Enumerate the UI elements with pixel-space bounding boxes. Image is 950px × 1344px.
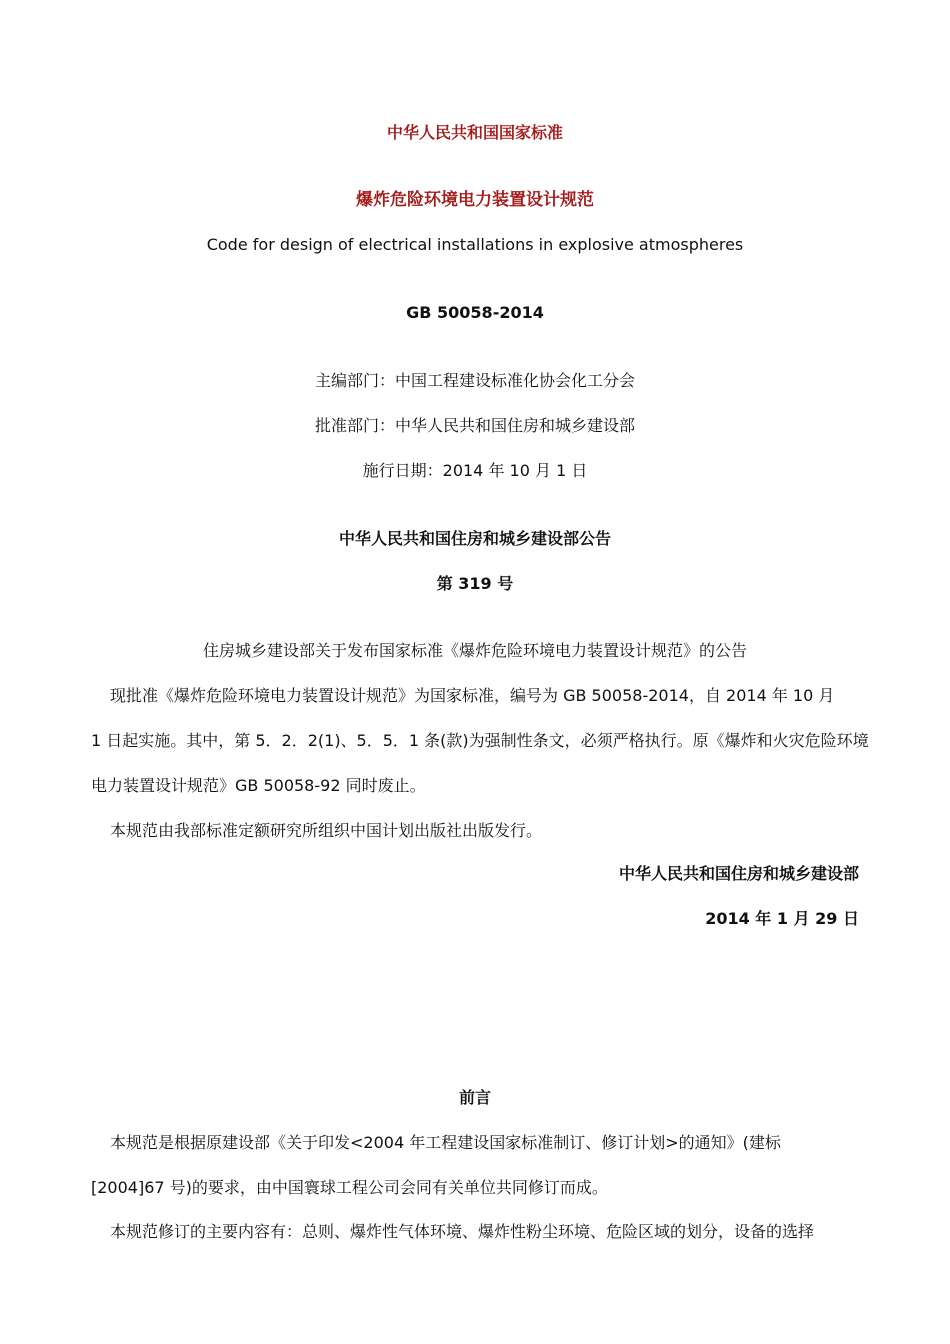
document-title-en: Code for design of electrical installations in explosive atmospheres: [206, 235, 744, 254]
preface-paragraph-line: 本规范是根据原建设部《关于印发<2004 年工程建设国家标准制订、修订计划>的通知》(建标: [110, 1133, 781, 1152]
announcement-paragraph-line: 现批准《爆炸危险环境电力装置设计规范》为国家标准，编号为 GB 50058-2014，自 2014 年 10 月: [110, 686, 835, 705]
approval-department: 批准部门：中华人民共和国住房和城乡建设部: [314, 416, 635, 435]
announcement-paragraph-line: 1 日起实施。其中，第 5．2．2(1)、5．5．1 条(款)为强制性条文，必须严格执行。原《爆炸和火灾危险环境: [91, 731, 869, 750]
preface-paragraph-line: [2004]67 号)的要求，由中国寰球工程公司会同有关单位共同修订而成。: [91, 1178, 608, 1197]
national-standard-heading: 中华人民共和国国家标准: [386, 123, 563, 142]
effective-date: 施行日期：2014 年 10 月 1 日: [362, 461, 588, 480]
preface-heading: 前言: [458, 1088, 491, 1107]
editor-department: 主编部门：中国工程建设标准化协会化工分会: [314, 371, 635, 390]
document-title-cn: 爆炸危险环境电力装置设计规范: [356, 190, 594, 210]
announcement-number: 第 319 号: [436, 574, 514, 593]
signature-date: 2014 年 1 月 29 日: [705, 909, 859, 928]
announcement-subject: 住房城乡建设部关于发布国家标准《爆炸危险环境电力装置设计规范》的公告: [202, 641, 747, 660]
standard-code: GB 50058-2014: [406, 303, 544, 322]
announcement-paragraph: 本规范由我部标准定额研究所组织中国计划出版社出版发行。: [110, 821, 543, 840]
announcement-heading: 中华人民共和国住房和城乡建设部公告: [338, 529, 611, 548]
signature-department: 中华人民共和国住房和城乡建设部: [618, 864, 859, 883]
preface-paragraph-line: 本规范修订的主要内容有：总则、爆炸性气体环境、爆炸性粉尘环境、危险区域的划分，设备的选择: [110, 1222, 815, 1241]
announcement-paragraph-line: 电力装置设计规范》GB 50058-92 同时废止。: [91, 776, 426, 795]
